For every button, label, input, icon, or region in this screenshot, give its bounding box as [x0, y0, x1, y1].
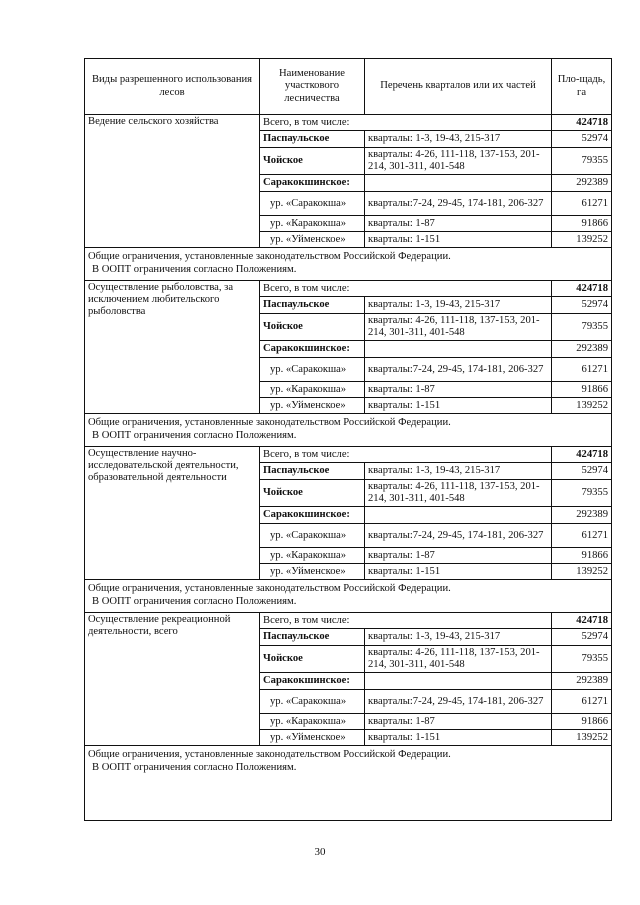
area-cell: 52974	[552, 297, 612, 314]
table-header-row	[85, 59, 612, 115]
quarters-cell: кварталы: 4-26, 111-118, 137-153, 201-214, 301-311, 401-548	[365, 148, 552, 175]
quarters-cell: кварталы: 4-26, 111-118, 137-153, 201-214, 301-311, 401-548	[365, 314, 552, 341]
forestry-name-cell: Чойское	[260, 314, 365, 341]
protected-area-note: В ООПТ ограничения согласно Положениям.	[92, 762, 297, 773]
general-restrictions-note: Общие ограничения, установленные законодательством Российской Федерации.	[88, 251, 451, 262]
area-cell: 292389	[552, 175, 612, 192]
general-restrictions-note: Общие ограничения, установленные законодательством Российской Федерации.	[88, 417, 451, 428]
area-cell: 139252	[552, 730, 612, 746]
quarters-cell: кварталы: 4-26, 111-118, 137-153, 201-214, 301-311, 401-548	[365, 646, 552, 673]
quarters-cell: кварталы: 1-3, 19-43, 215-317	[365, 629, 552, 646]
area-cell: 139252	[552, 564, 612, 580]
table-row	[85, 115, 612, 131]
general-restrictions-note: Общие ограничения, установленные законодательством Российской Федерации.	[88, 749, 451, 760]
forestry-name-cell: Чойское	[260, 148, 365, 175]
forestry-name-cell: Саракокшинское:	[260, 341, 365, 358]
area-cell: 292389	[552, 507, 612, 524]
total-label-cell: Всего, в том числе:	[260, 115, 552, 131]
forestry-name-cell: ур. «Каракокша»	[260, 714, 365, 730]
area-cell: 61271	[552, 192, 612, 216]
note-row	[85, 248, 612, 281]
quarters-cell	[365, 673, 552, 690]
forestry-name-cell: ур. «Уйменское»	[260, 232, 365, 248]
header-quarters-list: Перечень кварталов или их частей	[365, 59, 552, 115]
restrictions-note-cell	[85, 746, 612, 821]
header-forestry-name: Наименование участкового лесничества	[260, 59, 365, 115]
area-cell: 91866	[552, 714, 612, 730]
forestry-name-cell: ур. «Каракокша»	[260, 216, 365, 232]
restrictions-note-cell	[85, 580, 612, 613]
area-cell: 139252	[552, 398, 612, 414]
total-area-cell: 424718	[552, 447, 612, 463]
area-cell: 292389	[552, 673, 612, 690]
use-type-cell: Осуществление научно-исследовательской деятельности, образовательной деятельности	[85, 447, 260, 580]
header-area: Пло-щадь, га	[552, 59, 612, 115]
area-cell: 139252	[552, 232, 612, 248]
area-cell: 52974	[552, 463, 612, 480]
forestry-name-cell: ур. «Саракокша»	[260, 690, 365, 714]
area-cell: 79355	[552, 314, 612, 341]
forestry-name-cell: ур. «Саракокша»	[260, 192, 365, 216]
quarters-cell: кварталы: 1-151	[365, 232, 552, 248]
table-body	[85, 115, 612, 821]
area-cell: 52974	[552, 131, 612, 148]
quarters-cell: кварталы:7-24, 29-45, 174-181, 206-327	[365, 690, 552, 714]
quarters-cell: кварталы: 1-87	[365, 548, 552, 564]
quarters-cell: кварталы: 4-26, 111-118, 137-153, 201-214, 301-311, 401-548	[365, 480, 552, 507]
area-cell: 91866	[552, 216, 612, 232]
total-area-cell: 424718	[552, 613, 612, 629]
forestry-name-cell: ур. «Каракокша»	[260, 548, 365, 564]
quarters-cell: кварталы:7-24, 29-45, 174-181, 206-327	[365, 524, 552, 548]
area-cell: 292389	[552, 341, 612, 358]
forestry-name-cell: ур. «Каракокша»	[260, 382, 365, 398]
use-type-cell: Осуществление рыболовства, за исключением любительского рыболовства	[85, 281, 260, 414]
quarters-cell: кварталы: 1-87	[365, 382, 552, 398]
area-cell: 79355	[552, 646, 612, 673]
area-cell: 61271	[552, 524, 612, 548]
table-row	[85, 281, 612, 297]
forestry-name-cell: Паспаульское	[260, 297, 365, 314]
restrictions-note-cell	[85, 248, 612, 281]
forestry-name-cell: ур. «Саракокша»	[260, 524, 365, 548]
area-cell: 91866	[552, 548, 612, 564]
area-cell: 79355	[552, 480, 612, 507]
total-label-cell: Всего, в том числе:	[260, 447, 552, 463]
general-restrictions-note: Общие ограничения, установленные законодательством Российской Федерации.	[88, 583, 451, 594]
restrictions-note-cell	[85, 414, 612, 447]
area-cell: 61271	[552, 358, 612, 382]
forestry-name-cell: Паспаульское	[260, 131, 365, 148]
forest-use-table	[84, 58, 612, 821]
area-cell: 61271	[552, 690, 612, 714]
note-row	[85, 580, 612, 613]
protected-area-note: В ООПТ ограничения согласно Положениям.	[92, 430, 297, 441]
protected-area-note: В ООПТ ограничения согласно Положениям.	[92, 264, 297, 275]
quarters-cell: кварталы: 1-3, 19-43, 215-317	[365, 131, 552, 148]
quarters-cell: кварталы:7-24, 29-45, 174-181, 206-327	[365, 358, 552, 382]
forestry-name-cell: Саракокшинское:	[260, 507, 365, 524]
quarters-cell: кварталы: 1-151	[365, 730, 552, 746]
page-number: 30	[314, 846, 326, 858]
use-type-cell: Осуществление рекреационной деятельности, всего	[85, 613, 260, 746]
table-row	[85, 613, 612, 629]
quarters-cell: кварталы: 1-87	[365, 714, 552, 730]
forestry-name-cell: ур. «Уйменское»	[260, 730, 365, 746]
quarters-cell: кварталы: 1-3, 19-43, 215-317	[365, 463, 552, 480]
quarters-cell: кварталы: 1-151	[365, 564, 552, 580]
protected-area-note: В ООПТ ограничения согласно Положениям.	[92, 596, 297, 607]
forestry-name-cell: Саракокшинское:	[260, 673, 365, 690]
quarters-cell	[365, 175, 552, 192]
area-cell: 91866	[552, 382, 612, 398]
note-row	[85, 746, 612, 821]
quarters-cell: кварталы: 1-3, 19-43, 215-317	[365, 297, 552, 314]
quarters-cell: кварталы:7-24, 29-45, 174-181, 206-327	[365, 192, 552, 216]
forestry-name-cell: Чойское	[260, 646, 365, 673]
forestry-name-cell: ур. «Уйменское»	[260, 564, 365, 580]
total-label-cell: Всего, в том числе:	[260, 281, 552, 297]
quarters-cell	[365, 507, 552, 524]
total-area-cell: 424718	[552, 281, 612, 297]
quarters-cell: кварталы: 1-151	[365, 398, 552, 414]
forestry-name-cell: Саракокшинское:	[260, 175, 365, 192]
use-type-cell: Ведение сельского хозяйства	[85, 115, 260, 248]
total-area-cell: 424718	[552, 115, 612, 131]
quarters-cell	[365, 341, 552, 358]
forestry-name-cell: ур. «Саракокша»	[260, 358, 365, 382]
table-row	[85, 447, 612, 463]
forestry-name-cell: ур. «Уйменское»	[260, 398, 365, 414]
forestry-name-cell: Паспаульское	[260, 463, 365, 480]
area-cell: 79355	[552, 148, 612, 175]
note-row	[85, 414, 612, 447]
forestry-name-cell: Чойское	[260, 480, 365, 507]
header-use-type: Виды разрешенного использования лесов	[85, 59, 260, 115]
forestry-name-cell: Паспаульское	[260, 629, 365, 646]
total-label-cell: Всего, в том числе:	[260, 613, 552, 629]
area-cell: 52974	[552, 629, 612, 646]
quarters-cell: кварталы: 1-87	[365, 216, 552, 232]
